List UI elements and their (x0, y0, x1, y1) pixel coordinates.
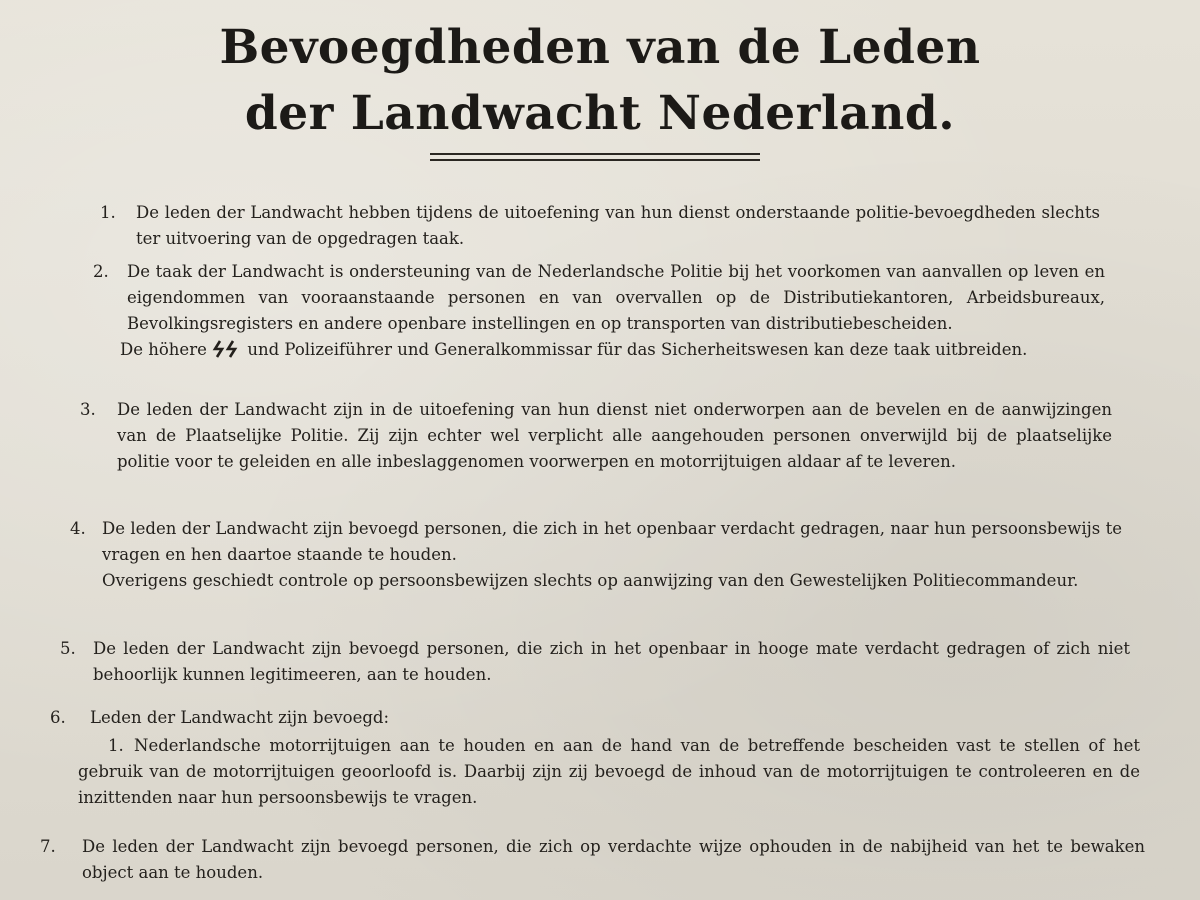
article-text: De leden der Landwacht zijn bevoegd personen, die zich in het openbaar verdacht gedragen, naar hun persoonsbewijs te vragen en hen daartoe staande te houden. (102, 519, 1122, 564)
article-6 (50, 705, 1140, 811)
subitem-text: Nederlandsche motorrijtuigen aan te houden en aan de hand van de betreffende bescheiden vast te stellen of het gebruik van de motorrijtuigen geoorloofd is. Daarbij zijn zij bevoegd de inhoud van de motorrijtuigen te controleeren en de inzittenden naar hun persoonsbewijs te vragen. (78, 736, 1140, 807)
article-text: De taak der Landwacht is ondersteuning van de Nederlandsche Politie bij het voorkomen van aanvallen op leven en eigendommen van vooraanstaande personen en van overvallen op de Distributiekantoren, Arbeidsbureaux, Bevolkingsregisters en andere openbare instellingen en op transporten van distributiebescheiden. (127, 262, 1105, 333)
article-number: 1. (100, 203, 116, 222)
article-number: 7. (40, 837, 56, 856)
article-extra-before: De höhere (120, 340, 207, 359)
article-extra: Overigens geschiedt controle op persoonsbewijzen slechts op aanwijzing van den Gewestelijken Politiecommandeur. (102, 571, 1079, 590)
article-text: De leden der Landwacht zijn in de uitoefening van hun dienst niet onderworpen aan de bevelen en de aanwijzingen van de Plaatselijke Politie. Zij zijn echter wel verplicht alle aangehouden personen onverwijld bij de plaatselijke politie voor te geleiden en alle inbeslaggenomen voorwerpen en motorrijtuigen aldaar af te leveren. (117, 400, 1112, 471)
article-4 (70, 516, 1122, 594)
subitem-number: 1. (108, 736, 124, 755)
article-number: 5. (60, 639, 76, 658)
article-1 (100, 200, 1100, 252)
article-extra-after: und Polizeiführer und Generalkommissar für das Sicherheitswesen kan deze taak uitbreiden. (247, 340, 1028, 359)
article-7 (40, 834, 1145, 886)
title-divider-top (430, 153, 760, 155)
article-text: De leden der Landwacht zijn bevoegd personen, die zich op verdachte wijze ophouden in de nabijheid van het te bewaken object aan te houden. (82, 837, 1145, 882)
article-number: 2. (93, 262, 109, 281)
article-text: De leden der Landwacht zijn bevoegd personen, die zich in het openbaar in hooge mate verdacht gedragen of zich niet behoorlijk kunnen legitimeeren, aan te houden. (93, 639, 1130, 684)
title-divider-bottom (430, 159, 760, 161)
article-3 (80, 397, 1112, 475)
article-number: 6. (50, 708, 66, 727)
article-5 (60, 636, 1130, 688)
article-number: 3. (80, 400, 96, 419)
article-6-subitem-1 (78, 733, 1140, 811)
document-title-line-1: Bevoegdheden van de Leden (219, 20, 981, 75)
article-text: De leden der Landwacht hebben tijdens de uitoefening van hun dienst onderstaande politie-bevoegdheden slechts ter uitvoering van de opgedragen taak. (136, 203, 1100, 248)
article-text: Leden der Landwacht zijn bevoegd: (90, 708, 390, 727)
article-number: 4. (70, 519, 86, 538)
ss-rune-icon (212, 340, 242, 358)
document-title-line-2: der Landwacht Nederland. (244, 86, 956, 141)
article-2 (93, 259, 1105, 363)
